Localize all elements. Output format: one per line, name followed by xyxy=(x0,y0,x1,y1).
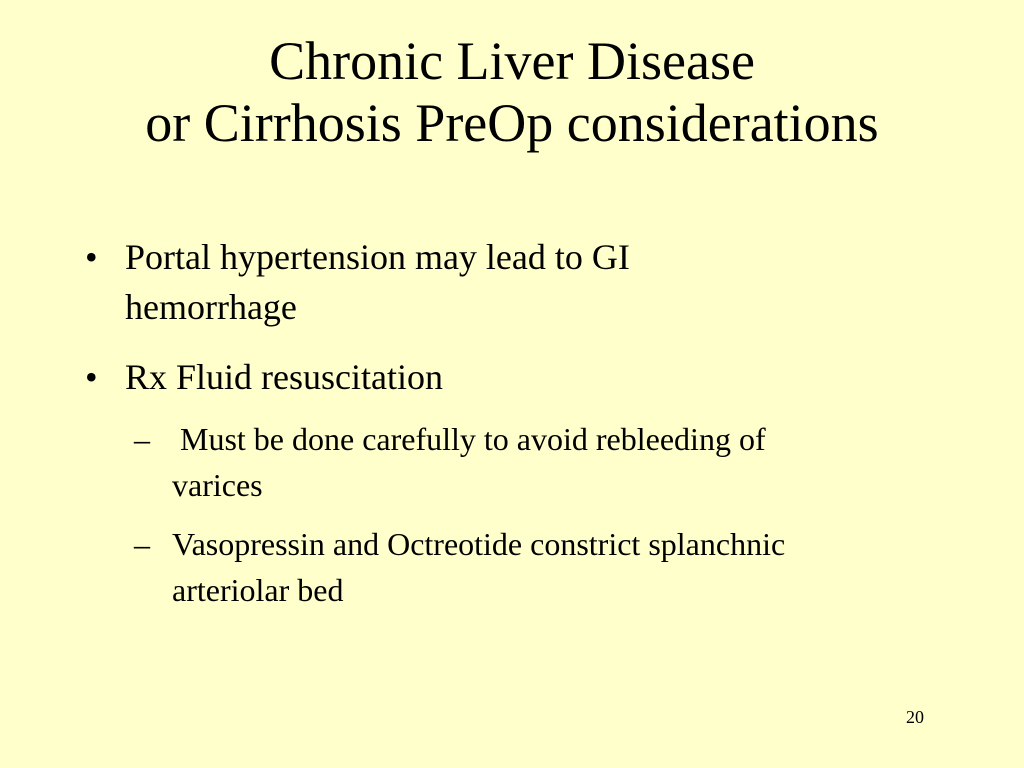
bullet-marker: • xyxy=(85,357,98,397)
slide-number: 20 xyxy=(906,707,924,727)
sub-bullet-text-line: Vasopressin and Octreotide constrict splanchnic xyxy=(172,526,786,562)
bullet-item-portal-hypertension xyxy=(85,232,825,332)
bullet-text-line: Rx Fluid resuscitation xyxy=(125,357,443,397)
sub-bullet-marker: – xyxy=(134,421,150,457)
bullet-marker: • xyxy=(85,237,98,277)
sub-bullet-text-line: arteriolar bed xyxy=(172,572,344,608)
sub-bullet-text-line: Must be done carefully to avoid rebleeding of xyxy=(172,421,766,457)
sub-bullet-item-rebleeding xyxy=(134,416,952,508)
bullet-text-line: Portal hypertension may lead to GI xyxy=(125,237,630,277)
sub-bullet-marker: – xyxy=(134,526,150,562)
slide-title xyxy=(0,30,1024,154)
bullet-text-line: hemorrhage xyxy=(125,287,297,327)
bullet-item-fluid-resuscitation xyxy=(85,352,825,402)
slide-title-line-1: Chronic Liver Disease xyxy=(269,31,755,91)
sub-bullet-item-vasopressin xyxy=(134,521,952,613)
sub-bullet-text-line: varices xyxy=(172,467,263,503)
slide-title-line-2: or Cirrhosis PreOp considerations xyxy=(145,93,879,153)
